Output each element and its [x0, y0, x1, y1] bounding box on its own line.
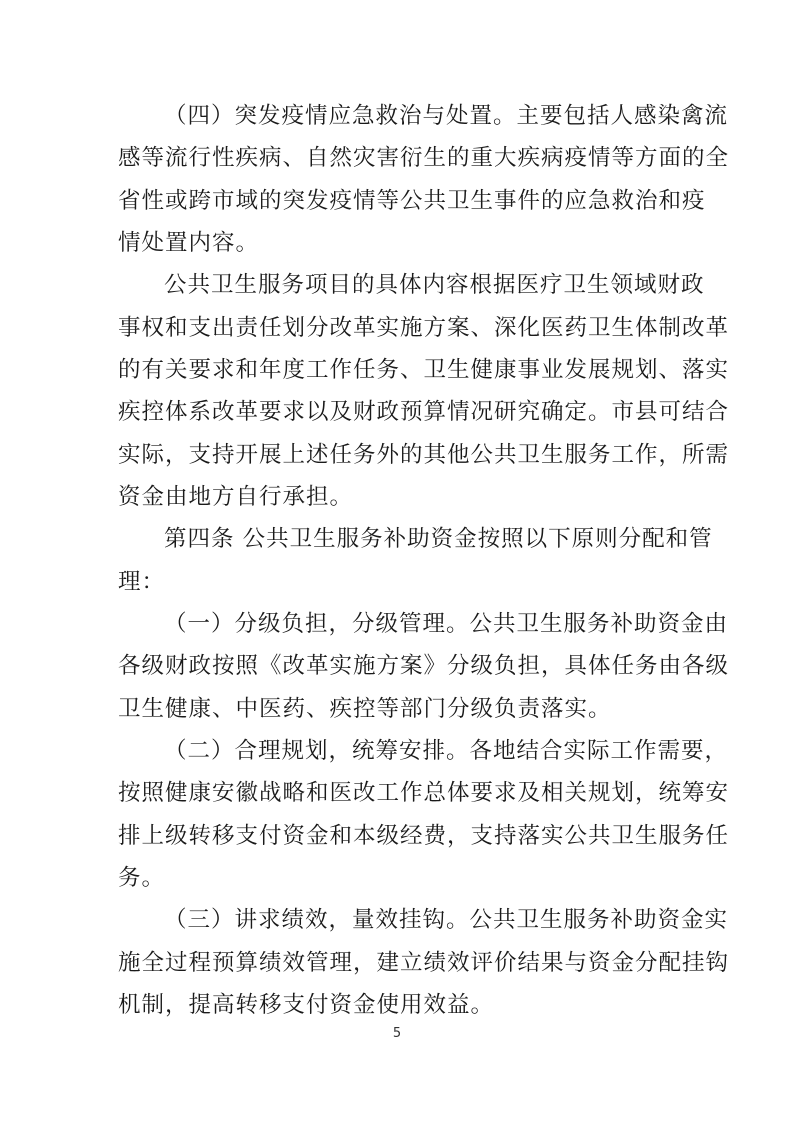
paragraph-5-line-4: 务。	[118, 865, 166, 891]
paragraph-4-line-2: 各级财政按照《改革实施方案》分级负担，具体任务由各级	[118, 653, 730, 679]
paragraph-1-line-4: 情处置内容。	[118, 230, 260, 256]
paragraph-6-line-3: 机制，提高转移支付资金使用效益。	[118, 992, 495, 1018]
paragraph-1-line-3: 省性或跨市域的突发疫情等公共卫生事件的应急救治和疫	[118, 188, 706, 214]
article-4-line-2: 理：	[118, 569, 166, 595]
paragraph-6-line-2: 施全过程预算绩效管理，建立绩效评价结果与资金分配挂钩	[118, 950, 730, 976]
paragraph-2-line-6: 资金由地方自行承担。	[118, 484, 354, 510]
paragraph-4-line-1: （一）分级负担，分级管理。公共卫生服务补助资金由	[164, 611, 729, 637]
paragraph-4-line-3: 卫生健康、中医药、疾控等部门分级负责落实。	[118, 696, 612, 722]
paragraph-2-line-2: 事权和支出责任划分改革实施方案、深化医药卫生体制改革	[118, 315, 730, 341]
paragraph-5-line-2: 按照健康安徽战略和医改工作总体要求及相关规划，统筹安	[118, 780, 730, 806]
paragraph-1-line-1: （四）突发疫情应急救治与处置。主要包括人感染禽流	[164, 103, 729, 129]
paragraph-2-line-1: 公共卫生服务项目的具体内容根据医疗卫生领域财政	[164, 272, 705, 298]
paragraph-1-line-2: 感等流行性疾病、自然灾害衍生的重大疾病疫情等方面的全	[118, 145, 730, 171]
paragraph-6-line-1: （三）讲求绩效，量效挂钩。公共卫生服务补助资金实	[164, 907, 729, 933]
article-4-line-1: 第四条 公共卫生服务补助资金按照以下原则分配和管	[164, 526, 713, 552]
paragraph-2-line-4: 疾控体系改革要求以及财政预算情况研究确定。市县可结合	[118, 399, 730, 425]
paragraph-5-line-1: （二）合理规划，统筹安排。各地结合实际工作需要，	[164, 738, 729, 764]
paragraph-5-line-3: 排上级转移支付资金和本级经费，支持落实公共卫生服务任	[118, 823, 730, 849]
page-number: 5	[392, 1026, 402, 1041]
paragraph-2-line-3: 的有关要求和年度工作任务、卫生健康事业发展规划、落实	[118, 357, 730, 383]
paragraph-2-line-5: 实际，支持开展上述任务外的其他公共卫生服务工作，所需	[118, 442, 730, 468]
